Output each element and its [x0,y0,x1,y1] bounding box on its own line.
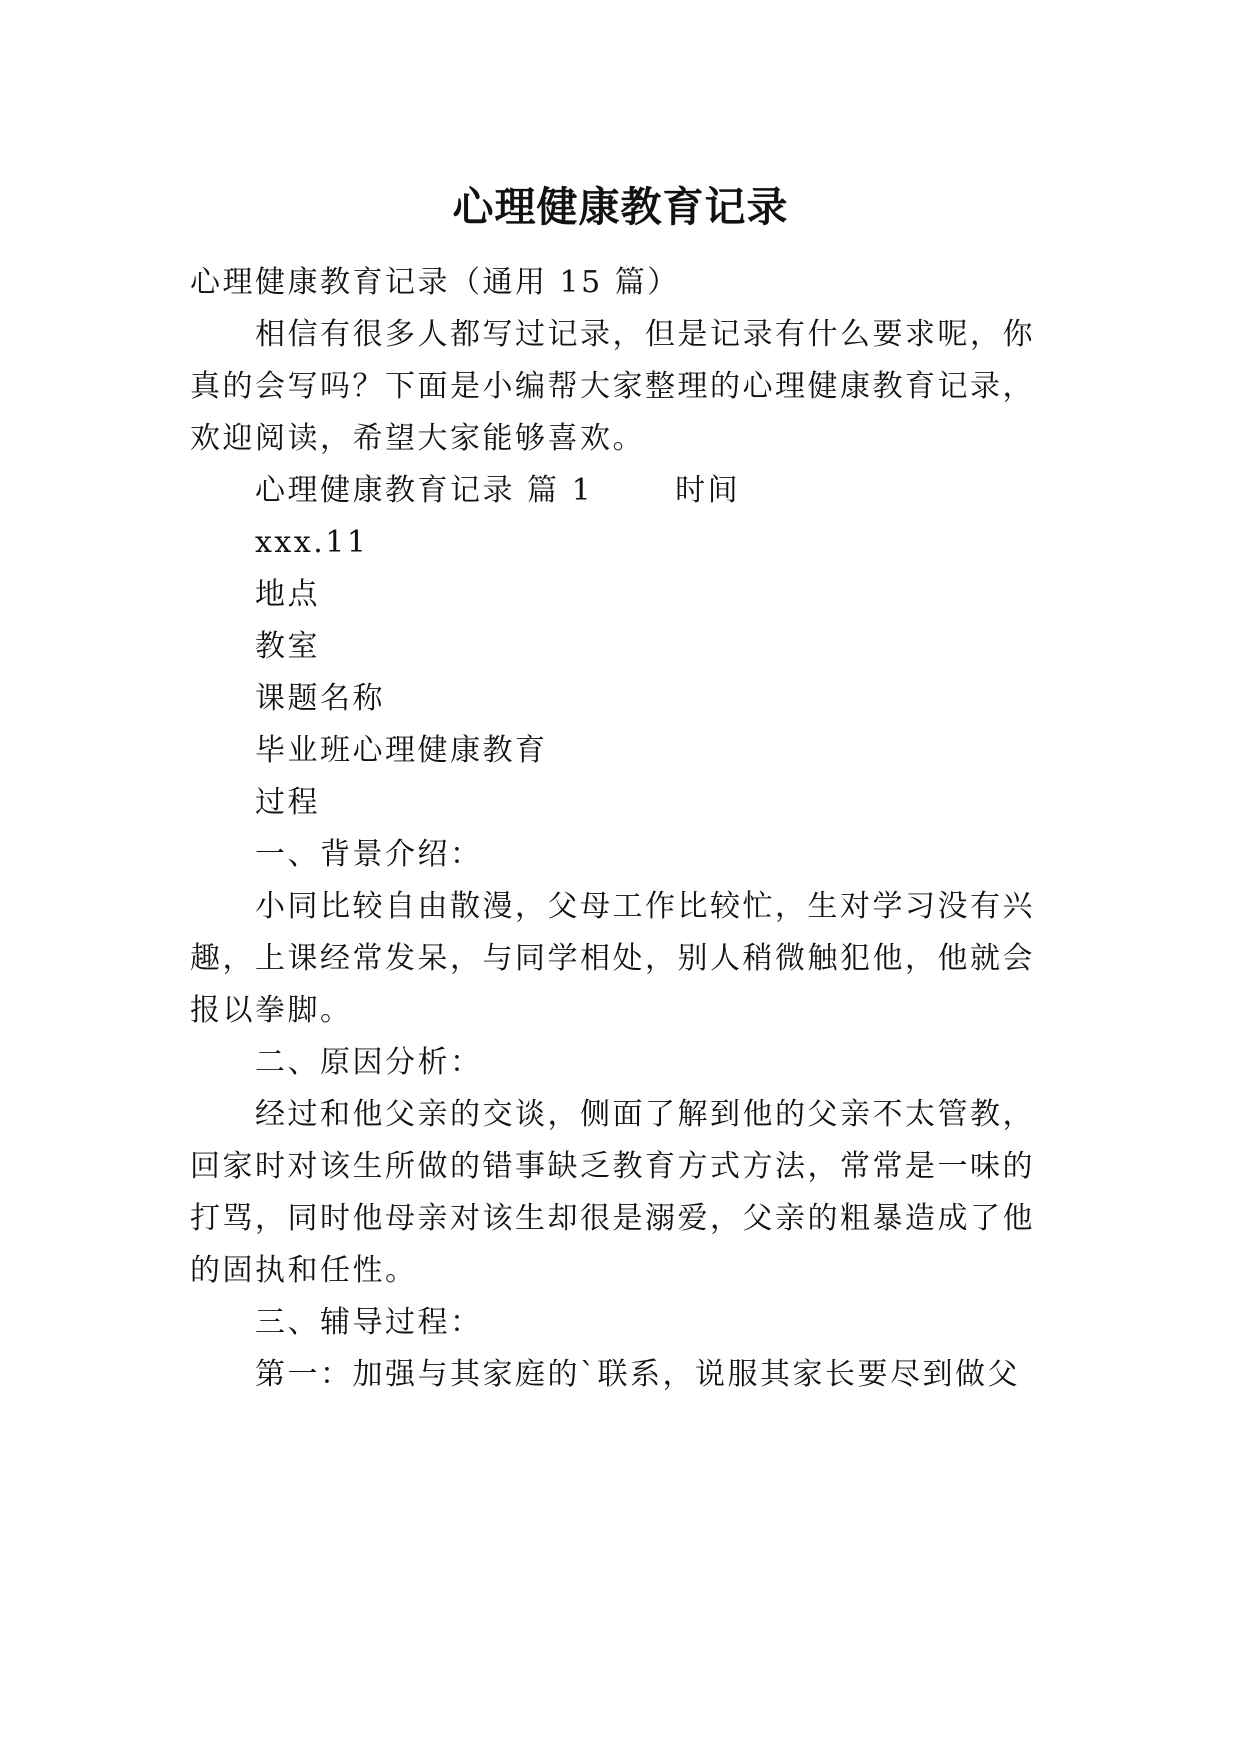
reason-paragraph-line: 的固执和任性。 [190,1253,418,1288]
reason-paragraph-line: 回家时对该生所做的错事缺乏教育方式方法，常常是一味的 [190,1149,1035,1184]
topic-value: 毕业班心理健康教育 [255,733,548,768]
time-label: 时间 [675,473,741,508]
section-heading-guidance: 三、辅导过程： [255,1305,483,1340]
background-paragraph-line: 报以拳脚。 [190,993,353,1028]
intro-paragraph-line: 真的会写吗？下面是小编帮大家整理的心理健康教育记录， [190,369,1035,404]
record-heading-row [255,471,740,511]
reason-paragraph-line: 打骂，同时他母亲对该生却很是溺爱，父亲的粗暴造成了他 [190,1201,1035,1236]
intro-paragraph-line: 相信有很多人都写过记录，但是记录有什么要求呢，你 [255,317,1035,352]
section-heading-background: 一、背景介绍： [255,837,483,872]
location-label: 地点 [255,577,320,612]
intro-paragraph-line: 欢迎阅读，希望大家能够喜欢。 [190,421,645,456]
record-heading: 心理健康教育记录 篇 1 [255,473,594,508]
background-paragraph-line: 趣，上课经常发呆，与同学相处，别人稍微触犯他，他就会 [190,941,1035,976]
time-value: xxx.11 [255,525,369,560]
document-subtitle: 心理健康教育记录（通用 15 篇） [190,265,680,300]
location-value: 教室 [255,629,320,664]
guidance-paragraph-line: 第一：加强与其家庭的`联系，说服其家长要尽到做父 [255,1357,1020,1392]
section-heading-reason: 二、原因分析： [255,1045,483,1080]
process-label: 过程 [255,785,320,820]
reason-paragraph-line: 经过和他父亲的交谈，侧面了解到他的父亲不太管教， [255,1097,1035,1132]
topic-label: 课题名称 [255,681,385,716]
document-title: 心理健康教育记录 [452,183,789,232]
background-paragraph-line: 小同比较自由散漫，父母工作比较忙，生对学习没有兴 [255,889,1035,924]
